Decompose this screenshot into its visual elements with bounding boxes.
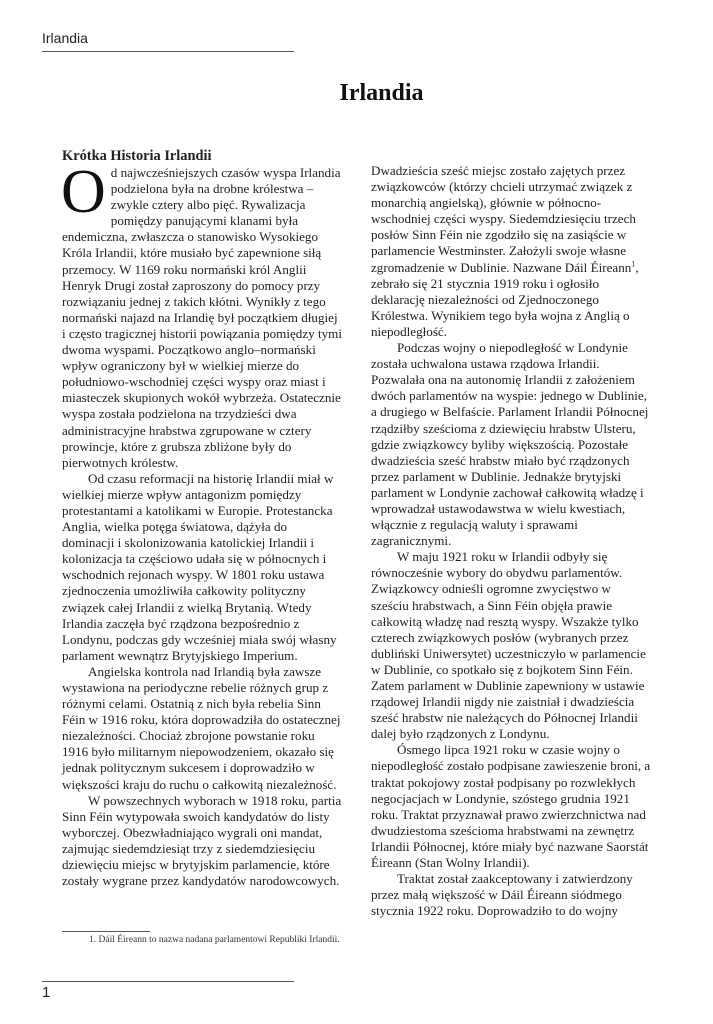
footnote: 1. Dáil Éireann to nazwa nadana parlamentowi Republiki Irlandii. [89,935,340,945]
paragraph [61,158,342,471]
page-title: Irlandia [339,80,424,106]
section-title: Krótka Historia Irlandii [62,148,212,164]
paragraph: W powszechnych wyborach w 1918 roku, partia Sinn Féin wytypowała swoich kandydatów do listy wyborczej. Obezwładniająco wygrali oni mandat, zajmując siedemdziesiąt trzy z siedemdziesięciu dziewięciu miejsc w brytyjskim parlamencie, które zostały wygrane przez kandydatów narodowcowych. [62,792,342,889]
paragraph [371,163,651,340]
paragraph-text: d najwcześniejszych czasów wyspa Irlandia podzielona była na drobne królestwa – zwykle cztery albo pięć. Rywalizacja pomiędzy panującymi klanami była endemiczna, zwłaszcza o stanowisko Wysokiego Króla Irlandii, które musiało być zapewnione siłą przemocy. W 1169 roku normański król Anglii Henryk Drugi został zaproszony do pomocy przy rozwiązaniu jednej z takich kłótni. Wynikły z tego normański najazd na Irlandię był początkiem długiej i często tragicznej historii powiązania pomiędzy tymi dwoma wyspami. Początkowo anglo–normański wpływ ograniczony był w wielkiej mierze do południowo-wschodniej części wyspy oraz miast i miasteczek skupionych wokół wybrzeża. Ostatecznie wyspa została podzielona na trzydzieści dwa administracyjne hrabstwa zgrupowane w cztery prowincje, które z grubsza zbliżone były do pierwotnych królestw. [62,165,342,470]
paragraph: Traktat został zaakceptowany i zatwierdzony przez małą większość w Dáil Éireann siódmego stycznia 1922 roku. Doprowadziło to do wojny [371,871,633,919]
paragraph: Podczas wojny o niepodległość w Londynie została uchwalona ustawa rządowa Irlandii. Pozwalała ona na autonomię Irlandii z założeniem dwóch parlamentów na wyspie: jednego w Dublinie, a drugiego w Belfaście. Parlament Irlandii Północnej rządziłby sześcioma z dziewięciu hrabstw Ulsteru, gdzie związkowcy byliby większością. Pozostałe dwadzieścia sześć hrabstw miało być rządzonych przez parlament w Dublinie. Jednakże brytyjski parlament w Londynie zachował całkowitą władzę i wprowadzał ustawodawstwa w wielu kwestiach, włącznie z regulacją waluty i sprawami zagranicznymi. [371,340,649,549]
paragraph-text: , zebrało się 21 stycznia 1919 roku i ogłosiło deklarację niezależności od Zjednoczonego Królestwa. Wynikiem tego była wojna z Anglią o niepodległość. [371,259,639,339]
paragraph-text: Dwadzieścia sześć miejsc zostało zajętych przez związkowców (którzy chcieli utrzymać związek z monarchią angielską), głównie w północno-wschodniej części wyspy. Siedemdziesięciu trzech posłów Sinn Féin nie zgodziło się na zasiąście w parlamencie Westminster. Założyli swoje własne zgromadzenie w Dublinie. Nazwane Dáil Éireann [371,163,636,275]
right-column [371,163,651,919]
footer-rule [42,981,294,982]
paragraph: W maju 1921 roku w Irlandii odbyły się równocześnie wybory do obydwu parlamentów. Związkowcy odnieśli ogromne zwycięstwo w sześciu hrabstwach, a Sinn Féin objęła prawie całkowitą władzę nad resztą wyspy. Wszakże tylko czterech związkowych posłów (wybranych przez dubliński Uniwersytet) uczestniczyło w parlamencie w Dublinie, co spotkało się z bojkotem Sinn Féin. Zatem parlament w Dublinie zapewniony w ustawie rządowej Irlandii nigdy nie zaistniał i dwadzieścia sześć hrabstw nie należących do Północnej Irlandii dalej było rządzonych z Londynu. [371,549,646,742]
running-header: Irlandia [42,30,88,46]
paragraph: Ósmego lipca 1921 roku w czasie wojny o niepodległość zostało podpisane zawieszenie broni, a traktat pokojowy został podpisany po rozwlekłych negocjacjach w Londynie, szóstego grudnia 1921 roku. Traktat przyznawał prawo zwierzchnictwa nad dwudziestoma sześcioma hrabstwami na zewnętrz Irlandii Północnej, które miały być nazwane Saorstát Éireann (Stan Wolny Irlandii). [371,742,651,871]
page-number: 1 [42,984,51,1001]
footnote-ref: 1 [631,259,636,269]
header-rule [42,51,294,52]
footnote-rule [62,931,150,932]
paragraph: Angielska kontrola nad Irlandią była zawsze wystawiona na periodyczne rebelie różnych grup z różnymi celami. Ostatnią z nich była rebelia Sinn Féin w 1916 roku, która doprowadziła do ostatecznej niezależności. Chociaż zbrojone powstanie roku 1916 było militarnym niepowodzeniem, okazało się jednak politycznym sukcesem i doprowadziło w większości kraju do ruchu o całkowitą niezależność. [62,663,341,792]
left-column [62,148,342,889]
drop-cap: O [61,158,106,226]
paragraph: Od czasu reformacji na historię Irlandii miał w wielkiej mierze wpływ antagonizm pomiędzy protestantami a katolikami w Europie. Protestancka Anglia, wielka potęga światowa, dążyła do dominacji i skolonizowania katolickiej Irlandii i kolonizacja ta częściowo udała się w północnych i wschodnich rejonach wyspy. W 1801 roku ustawa zjednoczenia umożliwiła całkowity polityczny związek całej Irlandii z wielką Brytanią. Wtedy Irlandia zaczęła być rządzona bezpośrednio z Londynu, podczas gdy wcześniej miała swój własny parlament wewnątrz Brytyjskiego Imperium. [62,470,337,663]
